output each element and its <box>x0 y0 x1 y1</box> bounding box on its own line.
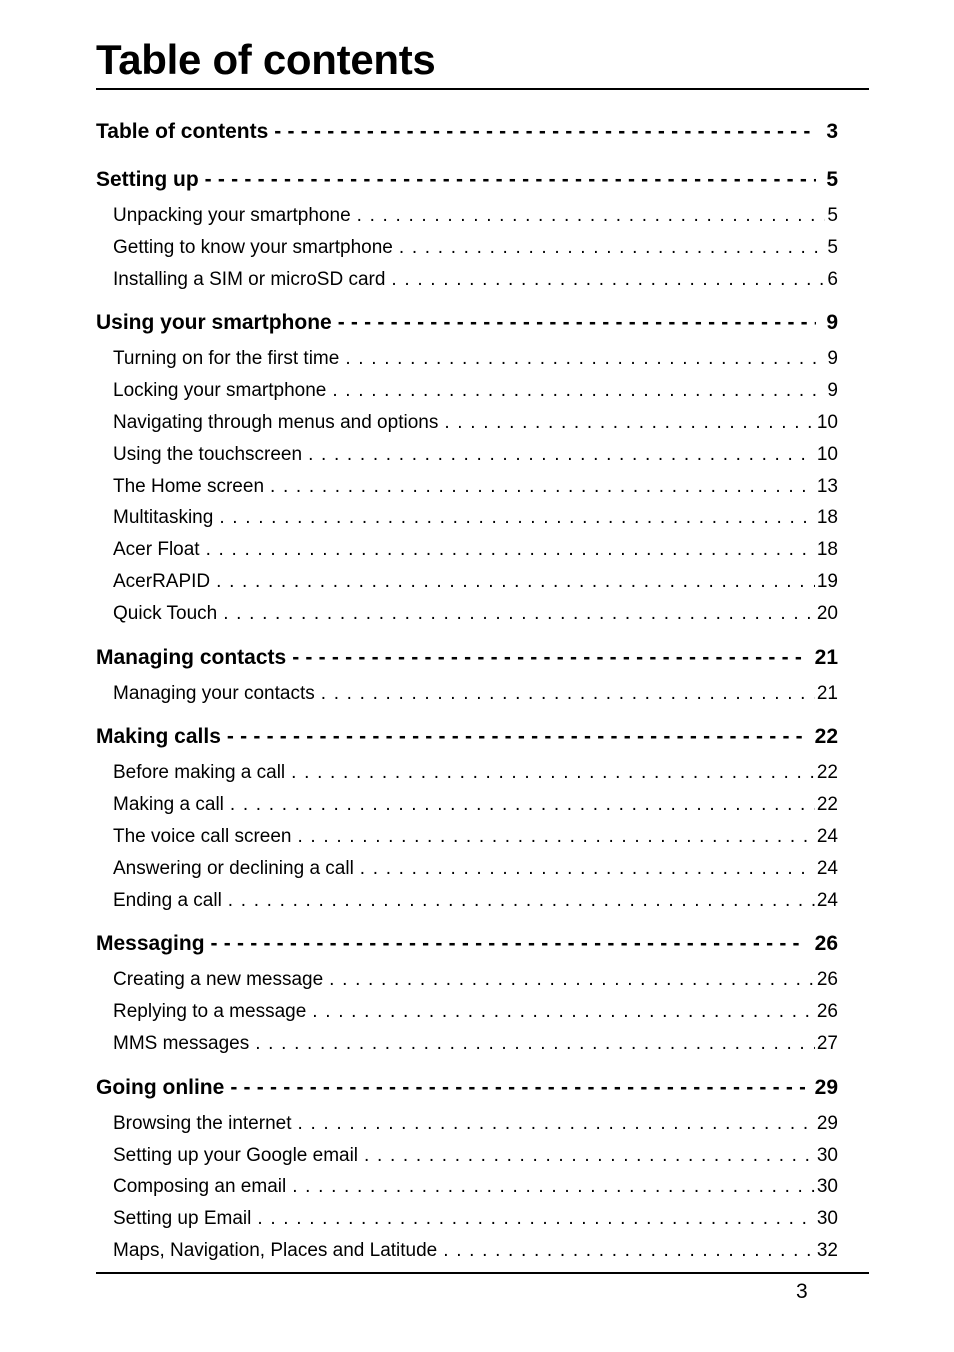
toc-chapter-title: Table of contents <box>96 120 269 143</box>
toc-leader <box>292 638 804 678</box>
toc-item-title: Maps, Navigation, Places and Latitude <box>113 1239 438 1261</box>
toc-section <box>96 717 838 916</box>
toc-item-entry[interactable] <box>96 885 838 917</box>
toc-item-entry[interactable] <box>96 964 838 996</box>
toc-leader <box>338 303 817 343</box>
toc-item-entry[interactable] <box>96 471 838 503</box>
toc-leader <box>216 566 815 598</box>
toc-item-page: 19 <box>816 570 838 592</box>
toc-leader <box>399 232 826 264</box>
toc-item-title: Acer Float <box>113 539 200 561</box>
table-of-contents <box>96 112 838 1275</box>
toc-leader <box>227 717 805 757</box>
toc-item-title: AcerRAPID <box>113 570 211 592</box>
toc-item-title: Making a call <box>113 794 224 816</box>
toc-item-entry[interactable] <box>96 534 838 566</box>
toc-leader <box>211 924 805 964</box>
toc-item-page: 9 <box>827 380 838 402</box>
toc-item-title: MMS messages <box>113 1032 250 1054</box>
toc-item-title: Browsing the internet <box>113 1112 292 1134</box>
toc-item-title: The Home screen <box>113 475 265 497</box>
toc-chapter-page: 9 <box>826 311 838 335</box>
toc-section <box>96 112 838 152</box>
toc-item-entry[interactable] <box>96 502 838 534</box>
toc-item-page: 22 <box>816 794 838 816</box>
title-divider <box>96 88 869 90</box>
toc-item-page: 30 <box>816 1208 838 1230</box>
toc-item-title: Answering or declining a call <box>113 857 354 879</box>
toc-item-page: 24 <box>816 825 838 847</box>
toc-item-entry[interactable] <box>96 200 838 232</box>
toc-item-page: 30 <box>816 1144 838 1166</box>
toc-item-title: Multitasking <box>113 507 214 529</box>
toc-item-title: Composing an email <box>113 1176 287 1198</box>
toc-leader <box>308 439 815 471</box>
toc-item-title: The voice call screen <box>113 825 292 847</box>
toc-chapter-title: Going online <box>96 1075 225 1099</box>
toc-item-title: Ending a call <box>113 889 222 911</box>
toc-section <box>96 160 838 295</box>
toc-leader <box>206 534 815 566</box>
toc-item-page: 10 <box>816 443 838 465</box>
toc-item-entry[interactable] <box>96 1203 838 1235</box>
toc-item-title: Before making a call <box>113 762 286 784</box>
toc-item-page: 24 <box>816 889 838 911</box>
toc-item-title: Unpacking your smartphone <box>113 205 351 226</box>
toc-leader <box>228 885 815 917</box>
toc-item-page: 22 <box>816 762 838 784</box>
page-number: 3 <box>796 1280 808 1303</box>
toc-leader <box>223 598 815 630</box>
toc-chapter-entry[interactable] <box>96 112 838 152</box>
toc-item-entry[interactable] <box>96 407 838 439</box>
toc-item-title: Managing your contacts <box>113 682 315 704</box>
toc-chapter-page: 21 <box>814 645 838 669</box>
toc-leader <box>360 853 815 885</box>
toc-item-title: Replying to a message <box>113 1001 307 1023</box>
toc-leader <box>312 996 815 1028</box>
toc-item-page: 20 <box>816 602 838 624</box>
toc-item-entry[interactable] <box>96 439 838 471</box>
toc-item-page: 9 <box>827 348 838 370</box>
toc-section <box>96 1068 838 1267</box>
toc-leader <box>364 1140 815 1172</box>
toc-item-page: 26 <box>816 969 838 991</box>
toc-chapter-title: Setting up <box>96 168 199 191</box>
toc-section <box>96 638 838 710</box>
toc-item-title: Setting up your Google email <box>113 1144 359 1166</box>
toc-item-page: 18 <box>816 539 838 561</box>
toc-leader <box>297 821 814 853</box>
toc-item-entry[interactable] <box>96 678 838 710</box>
toc-item-page: 18 <box>816 507 838 529</box>
toc-item-entry[interactable] <box>96 1028 838 1060</box>
toc-item-page: 29 <box>816 1112 838 1134</box>
toc-section <box>96 303 838 629</box>
toc-chapter-entry[interactable] <box>96 717 838 757</box>
toc-item-entry[interactable] <box>96 598 838 630</box>
toc-chapter-page: 29 <box>814 1075 838 1099</box>
toc-item-page: 5 <box>827 205 838 226</box>
toc-item-entry[interactable] <box>96 1108 838 1140</box>
toc-item-entry[interactable] <box>96 1140 838 1172</box>
toc-chapter-entry[interactable] <box>96 638 838 678</box>
toc-chapter-entry[interactable] <box>96 1068 838 1108</box>
toc-item-page: 6 <box>827 268 838 290</box>
toc-item-page: 26 <box>816 1001 838 1023</box>
toc-leader <box>270 471 815 503</box>
toc-item-page: 30 <box>816 1176 838 1198</box>
toc-item-entry[interactable] <box>96 1171 838 1203</box>
toc-leader <box>230 1068 804 1108</box>
page-title: Table of contents <box>96 36 436 83</box>
toc-item-entry[interactable] <box>96 789 838 821</box>
toc-leader <box>274 112 816 152</box>
toc-chapter-page: 3 <box>826 120 838 143</box>
toc-chapter-page: 26 <box>814 932 838 956</box>
toc-item-title: Turning on for the first time <box>113 348 340 370</box>
toc-item-entry[interactable] <box>96 853 838 885</box>
toc-leader <box>345 343 825 375</box>
toc-chapter-title: Messaging <box>96 932 205 956</box>
toc-leader <box>332 375 825 407</box>
toc-item-title: Setting up Email <box>113 1208 252 1230</box>
toc-leader <box>391 264 825 296</box>
toc-leader <box>292 1171 815 1203</box>
toc-item-entry[interactable] <box>96 232 838 264</box>
toc-leader <box>357 200 826 232</box>
toc-leader <box>291 757 815 789</box>
footer-divider <box>96 1272 869 1274</box>
toc-leader <box>443 1235 815 1267</box>
toc-leader <box>257 1203 815 1235</box>
toc-item-entry[interactable] <box>96 1235 838 1267</box>
toc-item-title: Creating a new message <box>113 969 324 991</box>
toc-item-page: 13 <box>816 475 838 497</box>
toc-chapter-entry[interactable] <box>96 303 838 343</box>
toc-item-title: Using the touchscreen <box>113 443 303 465</box>
toc-item-entry[interactable] <box>96 566 838 598</box>
toc-leader <box>298 1108 815 1140</box>
toc-item-page: 32 <box>816 1239 838 1261</box>
toc-item-entry[interactable] <box>96 821 838 853</box>
toc-leader <box>205 160 817 200</box>
toc-item-entry[interactable] <box>96 343 838 375</box>
toc-item-page: 27 <box>816 1032 838 1054</box>
toc-chapter-page: 22 <box>814 725 838 749</box>
toc-section <box>96 924 838 1059</box>
toc-item-entry[interactable] <box>96 996 838 1028</box>
toc-item-entry[interactable] <box>96 375 838 407</box>
toc-chapter-entry[interactable] <box>96 160 838 200</box>
toc-item-page: 24 <box>816 857 838 879</box>
toc-leader <box>329 964 815 996</box>
toc-leader <box>255 1028 815 1060</box>
toc-item-title: Getting to know your smartphone <box>113 236 393 258</box>
toc-chapter-title: Using your smartphone <box>96 311 332 335</box>
toc-item-entry[interactable] <box>96 757 838 789</box>
toc-leader <box>444 407 815 439</box>
toc-chapter-page: 5 <box>826 168 838 191</box>
toc-leader <box>321 678 815 710</box>
toc-item-title: Installing a SIM or microSD card <box>113 268 386 290</box>
toc-chapter-title: Managing contacts <box>96 645 287 669</box>
toc-leader <box>219 502 815 534</box>
toc-item-page: 21 <box>816 682 838 704</box>
toc-chapter-title: Making calls <box>96 725 221 749</box>
toc-chapter-entry[interactable] <box>96 924 838 964</box>
toc-item-page: 5 <box>827 236 838 258</box>
toc-item-entry[interactable] <box>96 264 838 296</box>
toc-item-title: Locking your smartphone <box>113 380 327 402</box>
toc-item-title: Navigating through menus and options <box>113 411 439 433</box>
toc-item-page: 10 <box>816 411 838 433</box>
toc-leader <box>230 789 815 821</box>
toc-item-title: Quick Touch <box>113 602 218 624</box>
